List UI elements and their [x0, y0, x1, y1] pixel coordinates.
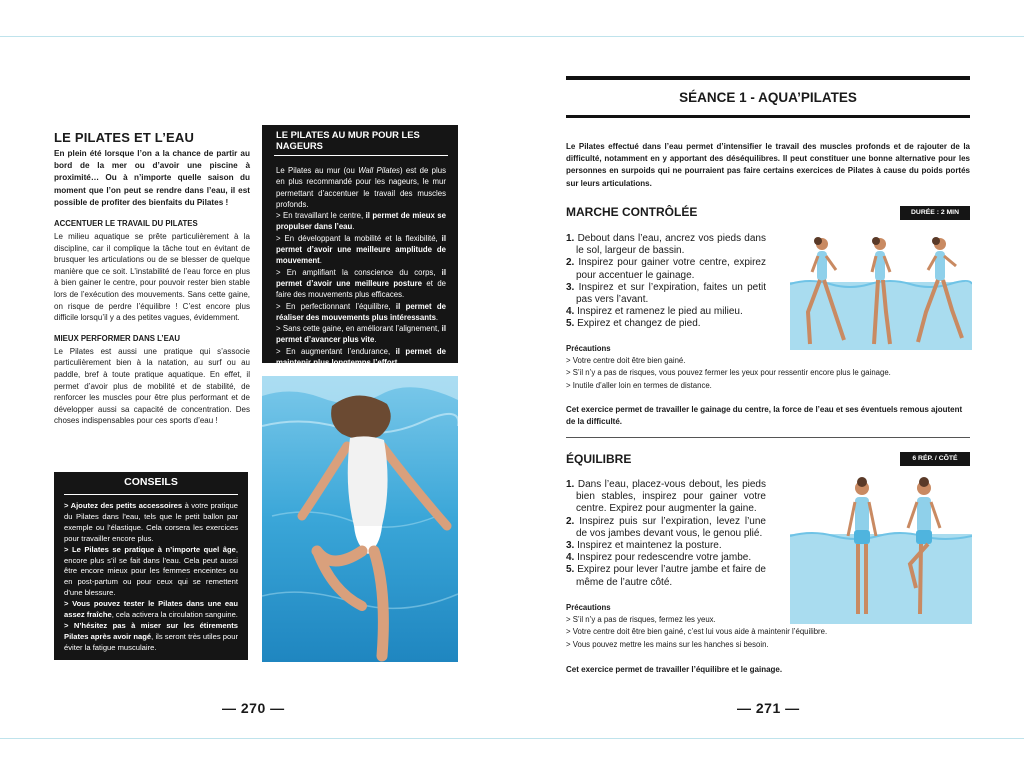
page-number: — 270 — [222, 700, 285, 716]
step-text: Inspirez pour gainer votre centre, expirez pour accentuer le gainage. [576, 257, 766, 281]
balance-illustration [790, 474, 972, 624]
conseils-text [64, 501, 238, 654]
tip-text: à votre pratique du Pilates dans l’eau, tels que le petit ballon par exemple ou l’élastique. Cela corsera les exercices pour travailler encore plus. [64, 501, 238, 543]
text-run: il permet de réaliser des mouvements plus intéressants [276, 301, 447, 322]
step-text: Expirez pour lever l’autre jambe et faire de même de l’autre côté. [576, 564, 766, 588]
text-run: ) est de plus en plus recommandé pour les nageurs, le mur permettant d’accentuer le travail des muscles profonds. [276, 166, 446, 209]
page-title: LE PILATES ET L’EAU [54, 130, 195, 145]
exercise-title: MARCHE CONTRÔLÉE [566, 205, 698, 219]
wall-pilates-box [262, 125, 458, 368]
text-run: Wall Pilates [358, 166, 400, 175]
step-number: 1. [566, 233, 575, 244]
conseils-box [54, 472, 248, 660]
step-item [566, 257, 766, 281]
step-item [566, 564, 766, 588]
step-item [566, 282, 766, 306]
reps-badge: 6 RÉP. / CÔTÉ [900, 452, 970, 466]
precaution-item: > Votre centre doit être bien gainé, c’est lui vous aide à maintenir l’équilibre. [566, 627, 828, 637]
step-text: Inspirez pour redescendre votre jambe. [577, 552, 752, 564]
tip-bold: > Le Pilates se pratique à n’importe quel âge [64, 544, 236, 554]
step-text: Inspirez et maintenez la posture. [577, 540, 722, 552]
tip-bold: > N’hésitez pas à miser sur les étirements Pilates après avoir nagé [64, 620, 238, 641]
step-number: 3. [566, 281, 575, 293]
title-bar-bottom [566, 115, 970, 118]
text-run: . [374, 335, 377, 345]
step-text: Dans l’eau, placez-vous debout, les pieds bien stables, inspirez pour gainer votre centre. Expirez pour augmenter la gaine. [576, 479, 766, 515]
underwater-photo [262, 376, 458, 662]
text-run: il permet d’avoir une meilleure amplitude de mouvement [276, 233, 446, 266]
text-run: . [435, 312, 439, 322]
session-title: SÉANCE 1 - AQUA’PILATES [679, 90, 857, 105]
conseils-title: CONSEILS [124, 476, 178, 488]
intro-text: En plein été lorsque l’on a la chance de partir au bord de la mer ou d’avoir une piscine à proximité… Ou à n’importe quelle saison du moment que l’on peut se rendre dans l’eau, il est possible de profiter des bienfaits du Pilates ! [54, 149, 250, 207]
precautions-title: Précautions [566, 344, 611, 353]
step-item [566, 540, 766, 552]
text-run: . [397, 358, 400, 368]
precaution-item: > Vous pouvez mettre les mains sur les hanches si besoin. [566, 639, 769, 649]
precaution-item: > S’il n’y a pas de risques, fermez les yeux. [566, 615, 716, 624]
left-main-column [54, 130, 250, 437]
precaution-item: > S’il n’y a pas de risques, vous pouvez fermer les yeux pour ressentir encore plus le gainage. [566, 368, 891, 378]
step-text: Inspirez puis sur l’expiration, levez l’une de vos jambes devant vous, le genou plié. [576, 515, 766, 539]
right-page [512, 0, 1024, 768]
tip-bold: > Vous pouvez tester le Pilates dans une eau assez fraîche [64, 599, 238, 620]
wall-pilates-text [276, 165, 446, 368]
step-item [566, 306, 766, 318]
text-run: > En augmentant l’endurance, [276, 346, 396, 356]
underwater-swimmer-image [262, 376, 458, 662]
step-number: 1. [566, 479, 575, 490]
step-number: 2. [566, 515, 575, 527]
text-run: . [319, 256, 322, 266]
step-number: 5. [566, 318, 575, 330]
step-text: Inspirez et ramenez le pied au milieu. [577, 306, 743, 318]
step-text: Debout dans l’eau, ancrez vos pieds dans le sol, largeur de bassin. [576, 233, 766, 257]
step-item [566, 479, 766, 516]
text-run: . [352, 222, 355, 232]
step-number: 4. [566, 552, 575, 564]
tip-text: , ils seront très utiles pour éviter la fatigue musculaire. [64, 631, 238, 652]
step-number: 5. [566, 564, 575, 576]
step-text: Expirez et changez de pied. [577, 318, 701, 330]
step-item [566, 552, 766, 564]
precautions-title: Précautions [566, 603, 611, 612]
text-run: il permet de maintenir plus longtemps l’effort [276, 346, 446, 368]
walking-illustration [790, 232, 972, 350]
divider [64, 494, 238, 495]
section-heading: ACCENTUER LE TRAVAIL DU PILATES [54, 219, 198, 229]
text-run: > En amplifiant la conscience du corps, [276, 267, 442, 277]
wall-pilates-title: LE PILATES AU MUR POUR LES NAGEURS [276, 129, 420, 151]
precautions-list [566, 614, 970, 651]
duration-badge: DURÉE : 2 MIN [900, 206, 970, 220]
step-number: 3. [566, 540, 575, 552]
text-run: il permet d’avancer plus vite [276, 324, 446, 345]
text-run: il permet de mieux se propulser dans l’eau [276, 211, 446, 232]
text-run: Le Pilates au mur (ou [276, 166, 359, 175]
text-run: > Sans cette gaine, en améliorant l’alignement, [276, 324, 442, 334]
tip-bold: > Ajoutez des petits accessoires [64, 501, 183, 510]
step-item [566, 233, 766, 257]
tip-text: , encore plus s’il se fait dans l’eau. Cela peut aussi être encore mieux pour les femmes enceintes ou en post-partum ou pour ceux qui se remettent d’une blessure. [64, 544, 238, 598]
step-item [566, 318, 766, 330]
exercise-conclusion: Cet exercice permet de travailler l’équilibre et le gainage. [566, 665, 783, 674]
exercise-steps [566, 233, 766, 331]
page-number: — 271 — [737, 700, 800, 716]
tip-text: , cela activera la circulation sanguine. [111, 610, 238, 620]
section-text: Le Pilates est aussi une pratique qui s’associe particulièrement bien à la natation, au surf ou au paddle, bref à toute pratique aquatique. En effet, il permet d’avoir plus de mobilité et de stabilité, de renforcer les muscles pour être plus performant et de développer aussi sa capacité de concentration. Des choses indispensables pour ces sports d’eau ! [54, 346, 250, 426]
text-run: il permet d’avoir une meilleure posture [276, 267, 446, 288]
text-run: et de faire des mouvements plus efficaces. [276, 278, 446, 300]
exercise-separator [566, 437, 970, 438]
exercise-conclusion: Cet exercice permet de travailler le gainage du centre, la force de l’eau et ses éventuels remous ajoutent de la difficulté. [566, 405, 963, 427]
step-text: Inspirez et sur l’expiration, faites un petit pas vers l’avant. [576, 281, 766, 306]
section-text: Le milieu aquatique se prête particulièrement à la discipline, car il complique la tâche tout en évitant de brusquer les articulations ou de se blesser de quelque manière que ce soit. L’instabilité de l’eau force en plus à bien gainer le centre, pour pouvoir rester bien stable lors de l’exécution des mouvements. Sans cette gaine, on risque de perdre l’équilibre ! C’est encore plus difficile lorsqu’il y a des petites vagues, évidemment. [54, 232, 250, 323]
precautions-list [566, 355, 970, 392]
text-run: > En perfectionnant l’équilibre, [276, 301, 396, 311]
text-run: > En développant la mobilité et la flexibilité, [276, 233, 442, 243]
divider [274, 155, 448, 156]
exercise-steps [566, 479, 766, 589]
title-bar-top [566, 76, 970, 80]
precaution-item: > Inutile d’aller loin en termes de distance. [566, 380, 712, 390]
precaution-item: > Votre centre doit être bien gainé. [566, 356, 686, 365]
exercise-title: ÉQUILIBRE [566, 452, 632, 466]
step-number: 4. [566, 306, 575, 318]
section-heading: MIEUX PERFORMER DANS L’EAU [54, 333, 181, 343]
text-run: > En travaillant le centre, [276, 211, 366, 221]
session-intro: Le Pilates effectué dans l’eau permet d’intensifier le travail des muscles profonds et de rajouter de la difficulté, notamment en y apportant des déséquilibres. Il peut constituer une bonne alternative pour les personnes en surpoids qui ne pourraient pas faire certains exercices de Pilates à cause du poids portés sur leurs articulations. [566, 142, 970, 188]
step-item [566, 516, 766, 540]
step-number: 2. [566, 257, 575, 269]
